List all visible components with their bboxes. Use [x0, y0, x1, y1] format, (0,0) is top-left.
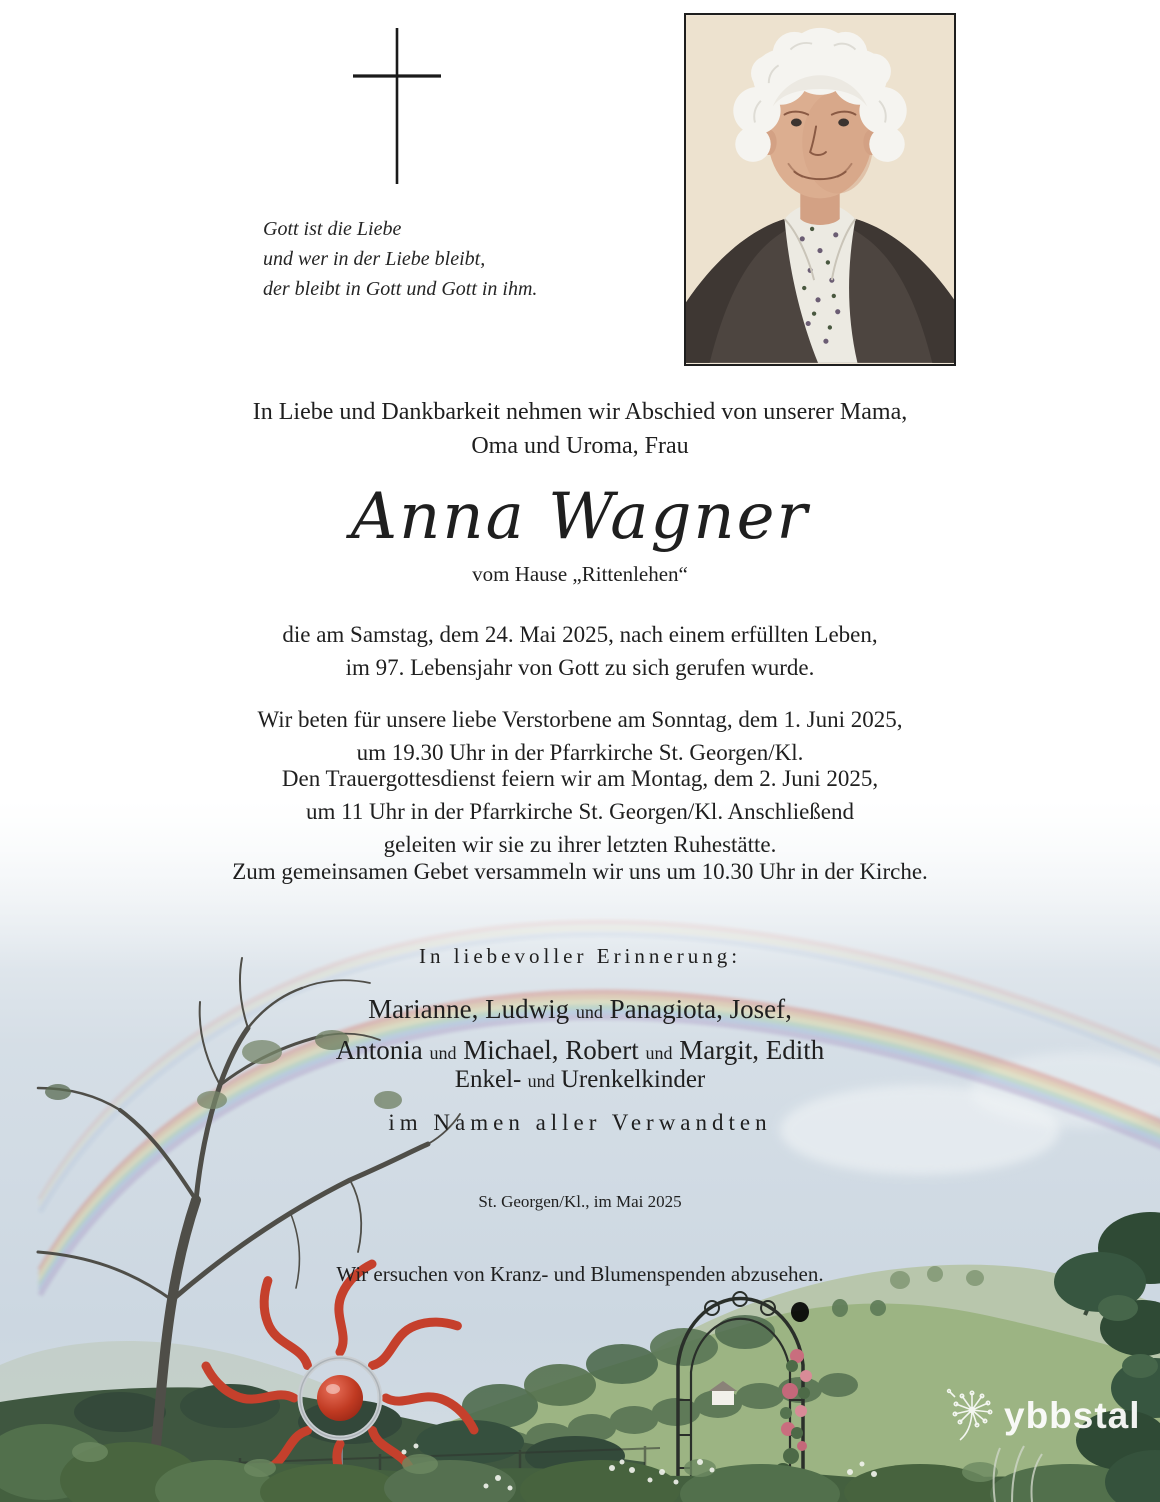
portrait-photo	[684, 13, 956, 366]
funeral-line-2: um 11 Uhr in der Pfarrkirche St. Georgen/Kl. Anschließend	[305, 799, 855, 824]
intro-line-2: Oma und Uroma, Frau	[471, 433, 689, 459]
prayer-line-2: um 19.30 Uhr in der Pfarrkirche St. Georgen/Kl.	[356, 740, 804, 765]
cross-icon	[347, 24, 457, 194]
death-notice	[0, 618, 1160, 684]
prayer-notice	[0, 703, 1160, 769]
intro-line-1: In Liebe und Dankbarkeit nehmen wir Abschied von unserer Mama,	[252, 399, 908, 425]
funeral-line-3: geleiten wir sie zu ihrer letzten Ruhestätte.	[383, 832, 777, 857]
intro-text	[0, 395, 1160, 463]
gathering-notice: Zum gemeinsamen Gebet versammeln wir uns um 10.30 Uhr in der Kirche.	[232, 859, 928, 884]
dandelion-icon	[942, 1384, 1000, 1447]
ybbstal-logo	[942, 1384, 1141, 1447]
names-line-2: Antonia und Michael, Robert und Margit, Edith	[335, 1035, 825, 1065]
grandchildren-line: Enkel- und Urenkelkinder	[454, 1066, 706, 1093]
death-line-2: im 97. Lebensjahr von Gott zu sich gerufen wurde.	[345, 655, 815, 680]
quote-line-1: Gott ist die Liebe	[263, 218, 402, 240]
names-line-1: Marianne, Ludwig und Panagiota, Josef,	[368, 994, 792, 1024]
quote-block	[263, 214, 537, 304]
flower-request: Wir ersuchen von Kranz- und Blumenspenden abzusehen.	[336, 1262, 824, 1286]
quote-line-3: der bleibt in Gott und Gott in ihm.	[263, 278, 538, 300]
funeral-line-1: Den Trauergottesdienst feiern wir am Montag, dem 2. Juni 2025,	[281, 766, 879, 791]
closing-line: im Namen aller Verwandten	[388, 1110, 772, 1135]
logo-text: ybbstal	[1004, 1394, 1141, 1436]
prayer-line-1: Wir beten für unsere liebe Verstorbene am Sonntag, dem 1. Juni 2025,	[257, 707, 903, 732]
funeral-notice	[0, 762, 1160, 861]
quote-line-2: und wer in der Liebe bleibt,	[263, 248, 486, 270]
place-date: St. Georgen/Kl., im Mai 2025	[478, 1192, 682, 1211]
mourners-names	[0, 990, 1160, 1072]
deceased-name: Anna Wagner	[350, 480, 810, 554]
memorial-heading: In liebevoller Erinnerung:	[418, 944, 742, 968]
death-line-1: die am Samstag, dem 24. Mai 2025, nach einem erfüllten Leben,	[282, 622, 878, 647]
deceased-house: vom Hause „Rittenlehen“	[472, 562, 688, 586]
